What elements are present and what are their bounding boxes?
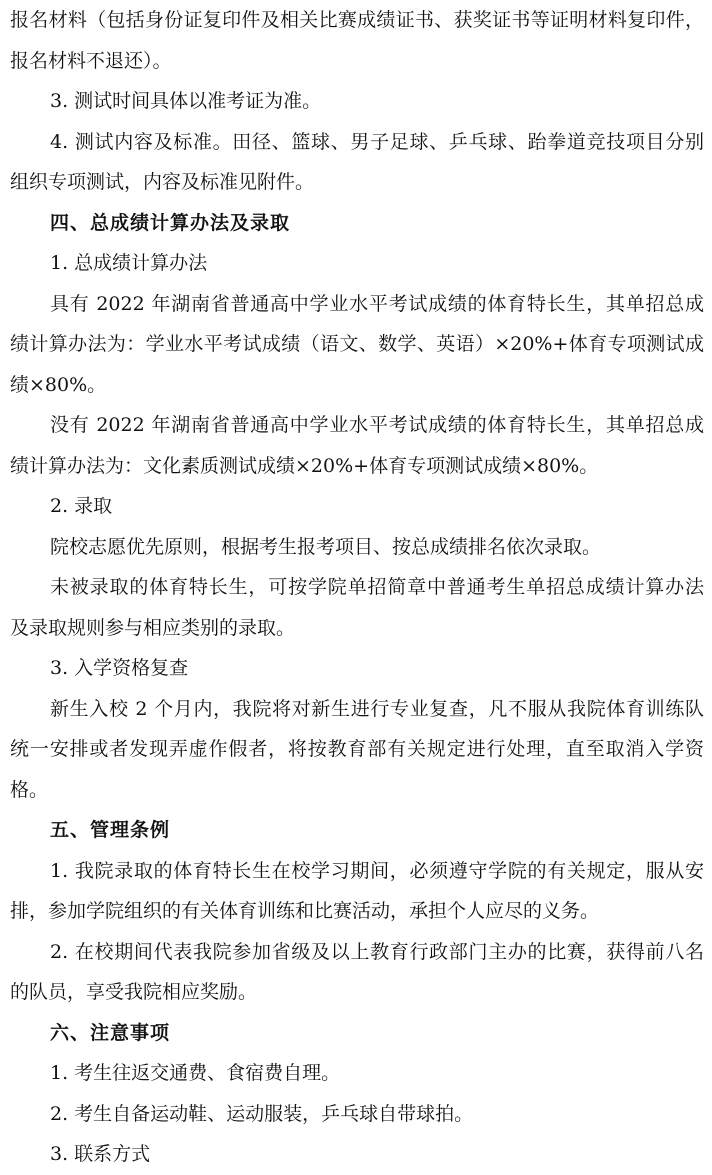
paragraph-line: 3. 联系方式	[50, 1143, 151, 1165]
paragraph-line: 未被录取的体育特长生，可按学院单招简章中普通考生单招总成绩计算办法	[50, 576, 704, 598]
paragraph-line: 2. 考生自备运动鞋、运动服装，乒乓球自带球拍。	[50, 1102, 474, 1125]
paragraph-line: 具有 2022 年湖南省普通高中学业水平考试成绩的体育特长生，其单招总成	[50, 292, 704, 315]
paragraph-line: 1. 我院录取的体育特长生在校学习期间，必须遵守学院的有关规定，服从安	[50, 859, 704, 882]
paragraph-line: 报名材料不退还）。	[10, 49, 172, 72]
paragraph-line: 及录取规则参与相应类别的录取。	[10, 616, 296, 639]
paragraph-line: 的队员，享受我院相应奖励。	[10, 981, 258, 1003]
paragraph-line: 3. 测试时间具体以准考证为准。	[50, 90, 322, 112]
paragraph-line: 绩×80%。	[10, 373, 107, 396]
paragraph-line: 组织专项测试，内容及标准见附件。	[10, 171, 315, 193]
subsection-heading: 2. 录取	[50, 495, 113, 517]
paragraph-line: 统一安排或者发现弄虚作假者，将按教育部有关规定进行处理，直至取消入学资	[10, 738, 704, 760]
subsection-heading: 1. 总成绩计算办法	[50, 252, 208, 274]
paragraph-line: 排，参加学院组织的有关体育训练和比赛活动，承担个人应尽的义务。	[10, 900, 600, 922]
paragraph-line: 绩计算办法为：文化素质测试成绩×20%+体育专项测试成绩×80%。	[10, 454, 599, 477]
paragraph-line: 院校志愿优先原则，根据考生报考项目、按总成绩排名依次录取。	[50, 535, 602, 558]
section-heading: 四、总成绩计算办法及录取	[50, 211, 291, 234]
section-heading: 五、管理条例	[50, 819, 171, 841]
paragraph-line: 2. 在校期间代表我院参加省级及以上教育行政部门主办的比赛，获得前八名	[50, 940, 704, 963]
paragraph-line: 报名材料（包括身份证复印件及相关比赛成绩证书、获奖证书等证明材料复印件，	[10, 9, 704, 31]
paragraph-line: 没有 2022 年湖南省普通高中学业水平考试成绩的体育特长生，其单招总成	[50, 414, 704, 436]
paragraph-line: 格。	[10, 778, 49, 801]
subsection-heading: 3. 入学资格复查	[50, 657, 189, 679]
paragraph-line: 1. 考生往返交通费、食宿费自理。	[50, 1062, 341, 1084]
paragraph-line: 4. 测试内容及标准。田径、篮球、男子足球、乒乓球、跆拳道竞技项目分别	[50, 130, 704, 153]
section-heading: 六、注意事项	[50, 1021, 171, 1044]
paragraph-line: 新生入校 2 个月内，我院将对新生进行专业复查，凡不服从我院体育训练队	[50, 697, 704, 720]
paragraph-line: 绩计算办法为：学业水平考试成绩（语文、数学、英语）×20%+体育专项测试成	[10, 333, 704, 355]
